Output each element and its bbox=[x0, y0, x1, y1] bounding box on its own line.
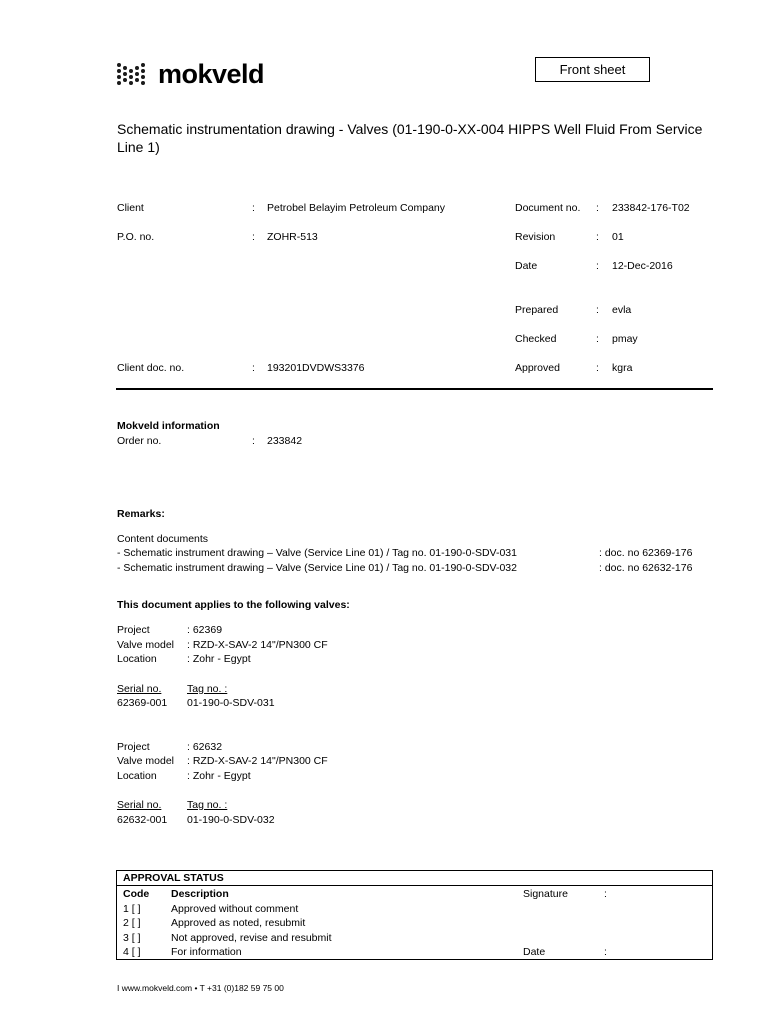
location-label: Location bbox=[117, 770, 157, 782]
date-value: 12-Dec-2016 bbox=[612, 260, 673, 272]
approved-label: Approved bbox=[515, 362, 560, 374]
date-signature-sep: : bbox=[604, 946, 607, 958]
tag-no-label: Tag no. : bbox=[187, 799, 228, 811]
remark-doc-2: : doc. no 62632-176 bbox=[599, 562, 693, 574]
valve-model-value: : RZD-X-SAV-2 14"/PN300 CF bbox=[187, 639, 328, 651]
revision-sep: : bbox=[596, 231, 599, 243]
serial-no-value: 62632-001 bbox=[117, 814, 168, 826]
tag-no-value: 01-190-0-SDV-031 bbox=[187, 697, 275, 709]
prepared-label: Prepared bbox=[515, 304, 559, 316]
document-no-value: 233842-176-T02 bbox=[612, 202, 690, 214]
revision-label: Revision bbox=[515, 231, 556, 243]
approval-code[interactable]: 4 [ ] bbox=[123, 946, 141, 958]
mokveld-logo-icon bbox=[116, 59, 150, 89]
serial-no-value: 62369-001 bbox=[117, 697, 168, 709]
client-doc-sep: : bbox=[252, 362, 255, 374]
client-doc-value: 193201DVDWS3376 bbox=[267, 362, 365, 374]
valve-model-label: Valve model bbox=[117, 755, 175, 767]
approval-desc: Approved without comment bbox=[171, 903, 299, 915]
signature-sep: : bbox=[604, 888, 607, 900]
location-value: : Zohr - Egypt bbox=[187, 653, 251, 665]
remark-line-2: - Schematic instrument drawing – Valve (Service Line 01) / Tag no. 01-190-0-SDV-032 bbox=[117, 562, 517, 574]
client-sep: : bbox=[252, 202, 255, 214]
footer-contact: I www.mokveld.com • T +31 (0)182 59 75 00 bbox=[117, 983, 284, 993]
location-value: : Zohr - Egypt bbox=[187, 770, 251, 782]
prepared-value: evla bbox=[612, 304, 632, 316]
prepared-sep: : bbox=[596, 304, 599, 316]
document-title: Schematic instrumentation drawing - Valves (01-190-0-XX-004 HIPPS Well Fluid From Service Line 1) bbox=[117, 121, 703, 155]
approval-desc: Not approved, revise and resubmit bbox=[171, 932, 332, 944]
tag-no-value: 01-190-0-SDV-032 bbox=[187, 814, 275, 826]
company-logo bbox=[116, 58, 264, 90]
signature-label: Signature bbox=[523, 888, 568, 900]
approval-code[interactable]: 3 [ ] bbox=[123, 932, 141, 944]
order-no-value: 233842 bbox=[267, 435, 303, 447]
document-no-sep: : bbox=[596, 202, 599, 214]
po-label: P.O. no. bbox=[117, 231, 155, 243]
order-no-sep: : bbox=[252, 435, 255, 447]
project-value: : 62632 bbox=[187, 741, 223, 753]
code-header: Code bbox=[123, 888, 150, 900]
revision-value: 01 bbox=[612, 231, 624, 243]
mokveld-info-heading: Mokveld information bbox=[117, 420, 220, 432]
client-value: Petrobel Belayim Petroleum Company bbox=[267, 202, 445, 214]
applies-heading: This document applies to the following valves: bbox=[117, 599, 350, 611]
po-sep: : bbox=[252, 231, 255, 243]
remarks-heading: Remarks: bbox=[117, 508, 165, 520]
valve-model-value: : RZD-X-SAV-2 14"/PN300 CF bbox=[187, 755, 328, 767]
order-no-label: Order no. bbox=[117, 435, 162, 447]
project-label: Project bbox=[117, 624, 150, 636]
serial-no-label: Serial no. bbox=[117, 683, 162, 695]
checked-label: Checked bbox=[515, 333, 557, 345]
logo-text: mokveld bbox=[158, 58, 265, 89]
serial-no-label: Serial no. bbox=[117, 799, 162, 811]
po-value: ZOHR-513 bbox=[267, 231, 318, 243]
remark-line-1: - Schematic instrument drawing – Valve (Service Line 01) / Tag no. 01-190-0-SDV-031 bbox=[117, 547, 517, 559]
date-label: Date bbox=[515, 260, 538, 272]
project-value: : 62369 bbox=[187, 624, 223, 636]
valve-model-label: Valve model bbox=[117, 639, 175, 651]
front-sheet-box: Front sheet bbox=[535, 57, 650, 82]
approval-code[interactable]: 2 [ ] bbox=[123, 917, 141, 929]
approval-desc: Approved as noted, resubmit bbox=[171, 917, 306, 929]
approval-heading: APPROVAL STATUS bbox=[123, 872, 224, 884]
checked-sep: : bbox=[596, 333, 599, 345]
client-label: Client bbox=[117, 202, 144, 214]
description-header: Description bbox=[171, 888, 229, 900]
approval-desc: For information bbox=[171, 946, 242, 958]
date-sep: : bbox=[596, 260, 599, 272]
divider bbox=[116, 388, 713, 390]
checked-value: pmay bbox=[612, 333, 638, 345]
project-label: Project bbox=[117, 741, 150, 753]
approval-code[interactable]: 1 [ ] bbox=[123, 903, 141, 915]
content-documents-label: Content documents bbox=[117, 533, 209, 545]
tag-no-label: Tag no. : bbox=[187, 683, 228, 695]
document-no-label: Document no. bbox=[515, 202, 581, 214]
remark-doc-1: : doc. no 62369-176 bbox=[599, 547, 693, 559]
location-label: Location bbox=[117, 653, 157, 665]
date-signature-label: Date bbox=[523, 946, 546, 958]
approved-value: kgra bbox=[612, 362, 633, 374]
approved-sep: : bbox=[596, 362, 599, 374]
client-doc-label: Client doc. no. bbox=[117, 362, 185, 374]
